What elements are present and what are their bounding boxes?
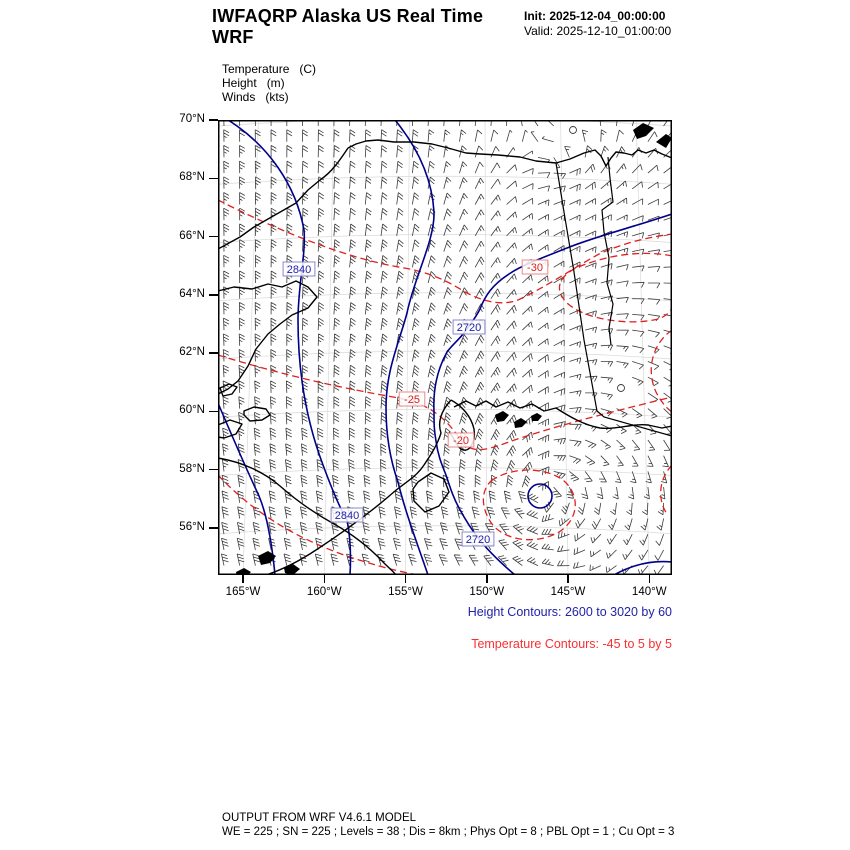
height-contour-scale-note: Height Contours: 2600 to 3020 by 60: [467, 605, 672, 619]
valid-timestamp: Valid: 2025-12-10_01:00:00: [524, 24, 672, 38]
temperature-contour-scale-note: Temperature Contours: -45 to 5 by 5: [471, 637, 672, 651]
temp-contour-line: [218, 475, 419, 575]
height-contour-line: [218, 403, 275, 575]
contour-label: [453, 320, 485, 334]
lat-tick: [209, 294, 218, 296]
init-timestamp: Init: 2025-12-04_00:00:00: [524, 9, 666, 23]
svg-text:-30: -30: [527, 261, 543, 274]
lat-tick: [209, 527, 218, 529]
lon-tick-label: 165°W: [225, 586, 261, 598]
coastline-cook-inlet: [395, 400, 451, 491]
lon-tick: [242, 575, 244, 583]
closed-low-contour: [528, 484, 552, 508]
contour-label: [399, 392, 425, 406]
calm-wind-circle: [618, 385, 625, 392]
svg-text:2720: 2720: [465, 533, 491, 546]
lon-tick: [324, 575, 326, 583]
lat-tick-label: 68°N: [179, 171, 205, 184]
legend-row: Winds (kts): [222, 90, 289, 104]
lon-tick-label: 150°W: [469, 586, 505, 598]
calm-wind-circle: [570, 127, 577, 134]
lon-tick-label: 155°W: [388, 586, 423, 598]
lat-tick: [209, 352, 218, 354]
lon-tick: [405, 575, 407, 583]
graticule-lines: [218, 120, 672, 575]
contour-label: [448, 433, 474, 447]
coastline-west: [218, 148, 348, 249]
lat-tick-label: 66°N: [179, 229, 205, 242]
lat-tick: [209, 178, 218, 180]
model-config-line: WE = 225 ; SN = 225 ; Levels = 38 ; Dis = 8km ; Phys Opt = 8 ; PBL Opt = 1 ; Cu Opt = 3: [222, 825, 675, 838]
model-output-line: OUTPUT FROM WRF V4.6.1 MODEL: [222, 812, 417, 824]
height-contour-line: [614, 562, 672, 575]
svg-text:2840: 2840: [286, 263, 312, 276]
legend-row: Height (m): [222, 76, 285, 90]
lat-tick-label: 58°N: [179, 462, 205, 475]
height-contour-lines: [218, 120, 672, 575]
lon-tick-label: 140°W: [631, 586, 667, 598]
lon-tick-label: 145°W: [550, 586, 586, 598]
wind-barb-layer: [221, 120, 672, 575]
lat-tick-label: 62°N: [179, 346, 205, 358]
lat-tick: [209, 236, 218, 238]
island-outline: [220, 384, 237, 396]
contour-label: [283, 262, 315, 276]
contour-label: [522, 260, 548, 274]
lat-tick-label: 64°N: [179, 287, 205, 300]
map-plot: [218, 120, 672, 575]
svg-text:-20: -20: [453, 434, 469, 447]
lon-tick: [649, 575, 651, 583]
lon-tick: [567, 575, 569, 583]
lat-tick-label: 70°N: [179, 113, 205, 125]
lat-tick-label: 56°N: [179, 520, 205, 533]
page-title: IWFAQRP Alaska US Real Time WRF: [212, 6, 484, 47]
lon-tick: [486, 575, 488, 583]
height-contour-line: [434, 214, 672, 575]
svg-text:-25: -25: [404, 393, 420, 406]
lat-tick: [209, 469, 218, 471]
model-footer: [222, 812, 674, 839]
contour-label: [462, 532, 494, 546]
coastline-southwest: [218, 420, 242, 438]
temp-contour-line: [661, 465, 672, 514]
lat-tick-label: 60°N: [179, 404, 205, 417]
lat-tick: [209, 411, 218, 413]
lon-tick-label: 160°W: [306, 586, 342, 598]
lat-tick: [209, 119, 218, 121]
wind-barbs: [221, 120, 672, 575]
legend-row: Temperature (C): [222, 62, 317, 76]
map-canvas: [218, 120, 672, 575]
temp-contour-line: [483, 470, 575, 540]
svg-text:2840: 2840: [334, 509, 360, 522]
svg-text:2720: 2720: [456, 321, 482, 334]
contour-label: [331, 508, 363, 522]
